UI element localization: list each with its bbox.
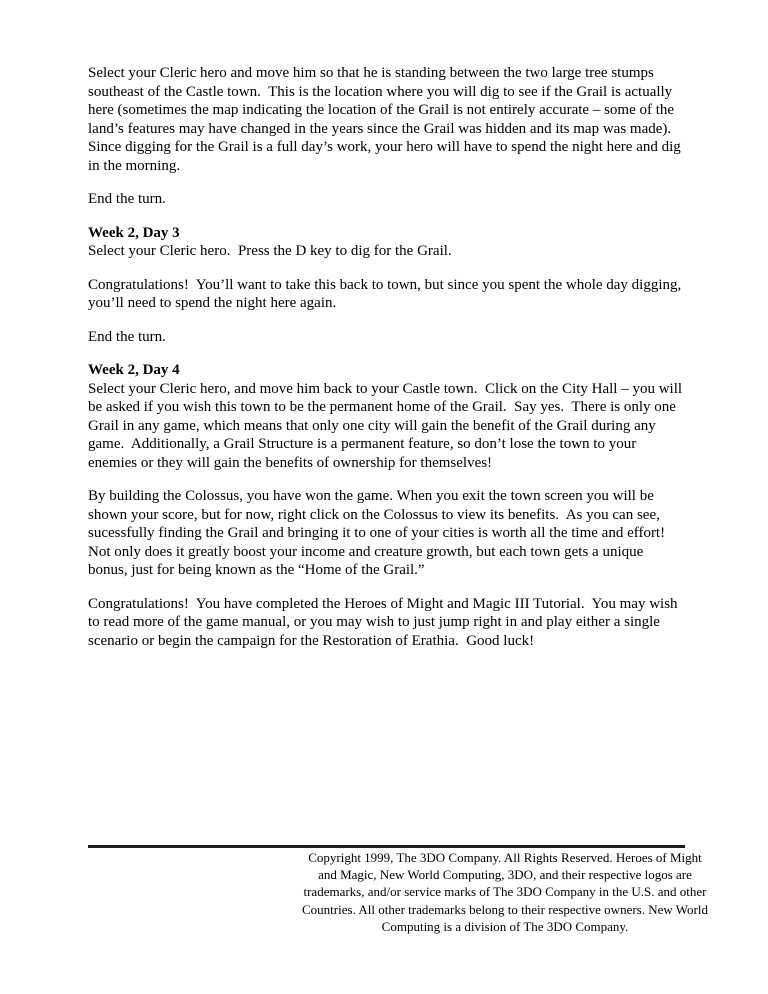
section-heading-week2-day3: Week 2, Day 3 <box>88 224 180 241</box>
document-body <box>88 64 684 665</box>
section-text-week2-day3: Select your Cleric hero. Press the D key to dig for the Grail. <box>88 243 452 259</box>
paragraph-congratulations-dig: Congratulations! You’ll want to take this back to town, but since you spent the whole day digging, you’ll need to spend the night here again. <box>88 276 686 311</box>
paragraph-dig-location: Select your Cleric hero and move him so that he is standing between the two large tree stumps southeast of the Castle town. This is the location where you will dig to see if the Grail is actually here (sometimes the map indicating the location of the Grail is not entirely accurate – some of the land’s features may have changed in the years since the Grail was hidden and its map was made). Since digging for the Grail is a full day’s work, your hero will have to spend the night here and dig in the morning. <box>88 65 685 174</box>
section-heading-week2-day4: Week 2, Day 4 <box>88 362 180 378</box>
footer-divider <box>88 845 685 848</box>
section-text-week2-day4: Select your Cleric hero, and move him back to your Castle town. Click on the City Hall – you will be asked if you wish this town to be the permanent home of the Grail. Say yes. There is only one Grail in any game, which means that only one city will gain the benefit of the Grail during any game. Additionally, a Grail Structure is a permanent feature, so don’t lose the town to your enemies or they will gain the benefits of ownership for themselves! <box>88 380 686 471</box>
section-week2-day4 <box>88 361 684 472</box>
footer-copyright: Copyright 1999, The 3DO Company. All Rights Reserved. Heroes of Might and Magic, New World Computing, 3DO, and their respective logos are trademarks, and/or service marks of The 3DO Company in the U.S. and other Countries. All other trademarks belong to their respective owners. New World Computing is a division of The 3DO Company. <box>302 850 708 934</box>
paragraph-colossus-victory: By building the Colossus, you have won the game. When you exit the town screen you will be shown your score, but for now, right click on the Colossus to view its benefits. As you can see, sucessfully finding the Grail and bringing it to one of your cities is worth all the time and effort! Not only does it greatly boost your income and creature growth, but each town gets a unique bonus, just for being known as the “Home of the Grail.” <box>88 488 669 578</box>
section-week2-day3 <box>88 224 684 261</box>
paragraph-end-turn-2: End the turn. <box>88 328 166 345</box>
paragraph-tutorial-complete: Congratulations! You have completed the Heroes of Might and Magic III Tutorial. You may wish to read more of the game manual, or you may wish to just jump right in and play either a single scenario or begin the campaign for the Restoration of Erathia. Good luck! <box>88 595 682 649</box>
paragraph-end-turn-1: End the turn. <box>88 191 166 207</box>
